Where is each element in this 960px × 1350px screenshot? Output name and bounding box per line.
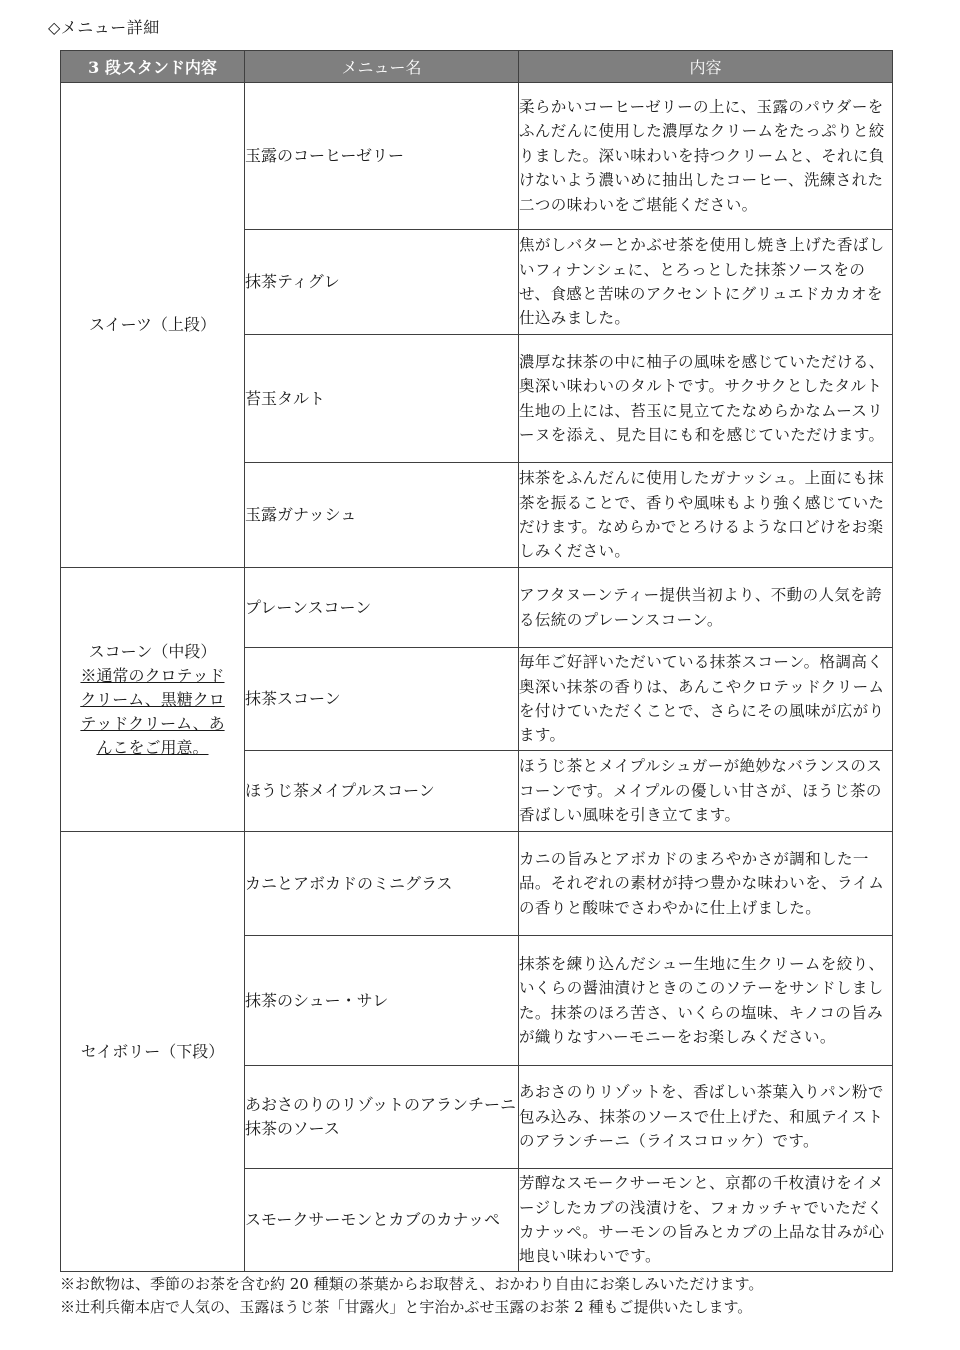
menu-item-name: 玉露のコーヒーゼリー (245, 83, 519, 230)
menu-item-name: 苔玉タルト (245, 335, 519, 463)
menu-item-desc: 芳醇なスモークサーモンと、京都の千枚漬けをイメージしたカブの浅漬けを、フォカッチャでいただくカナッペ。サーモンの旨みとカブの上品な甘みが心地良い味わいです。 (519, 1169, 893, 1272)
section-label: スイーツ（上段） (88, 315, 217, 334)
menu-item-desc: アフタヌーンティー提供当初より、不動の人気を誇る伝統のプレーンスコーン。 (519, 568, 893, 648)
menu-item-desc: ほうじ茶とメイプルシュガーが絶妙なバランスのスコーンです。メイプルの優しい甘さが、ほうじ茶の香ばしい風味を引き立てます。 (519, 751, 893, 832)
menu-item-name: あおさのりのリゾットのアランチーニ 抹茶のソース (245, 1066, 519, 1169)
section-sweets (61, 83, 245, 568)
menu-item-name: プレーンスコーン (245, 568, 519, 648)
menu-item-name: 抹茶ティグレ (245, 230, 519, 335)
section-note: ※通常のクロテッドクリーム、黒糖クロテッドクリーム、あんこをご用意。 (80, 665, 225, 757)
menu-item-desc: 柔らかいコーヒーゼリーの上に、玉露のパウダーをふんだんに使用した濃厚なクリームをたっぷりと絞りました。深い味わいを持つクリームと、それに負けないよう濃いめに抽出したコーヒー、洗練された二つの味わいをご堪能ください。 (519, 83, 893, 230)
menu-item-name: 抹茶のシュー・サレ (245, 936, 519, 1066)
table-header-row (61, 51, 893, 83)
menu-item-desc: あおさのりリゾットを、香ばしい茶葉入りパン粉で包み込み、抹茶のソースで仕上げた、和風テイストのアランチーニ（ライスコロッケ）です。 (519, 1066, 893, 1169)
menu-item-name: 玉露ガナッシュ (245, 463, 519, 568)
section-scones (61, 568, 245, 832)
table-row (61, 83, 893, 230)
menu-item-name: ほうじ茶メイプルスコーン (245, 751, 519, 832)
section-savory (61, 832, 245, 1272)
section-label: セイボリー（下段） (80, 1041, 225, 1061)
footnote-drinks: ※お飲物は、季節のお茶を含む約 20 種類の茶葉からお取替え、おかわり自由にお楽しみいただけます。 (60, 1275, 764, 1293)
menu-item-desc: 抹茶をふんだんに使用したガナッシュ。上面にも抹茶を振ることで、香りや風味もより強く感じていただけます。なめらかでとろけるような口どけをお楽しみください。 (519, 463, 893, 568)
section-label: スコーン（中段） (88, 641, 217, 661)
table-row (61, 832, 893, 936)
footnotes (60, 1273, 940, 1319)
header-menu-name: メニュー名 (245, 51, 519, 83)
menu-item-desc: 焦がしバターとかぶせ茶を使用し焼き上げた香ばしいフィナンシェに、とろっとした抹茶ソースをのせ、食感と苦味のアクセントにグリュエドカカオを仕込みました。 (519, 230, 893, 335)
menu-item-name: 抹茶スコーン (245, 648, 519, 751)
menu-table (60, 50, 893, 1272)
menu-item-name: スモークサーモンとカブのカナッペ (245, 1169, 519, 1272)
menu-item-desc: 濃厚な抹茶の中に柚子の風味を感じていただける、奥深い味わいのタルトです。サクサクとしたタルト生地の上には、苔玉に見立てたなめらかなムースリーヌを添え、見た目にも和を感じていただけます。 (519, 335, 893, 463)
table-row (61, 568, 893, 648)
menu-item-desc: カニの旨みとアボカドのまろやかさが調和した一品。それぞれの素材が持つ豊かな味わいを、ライムの香りと酸味でさわやかに仕上げました。 (519, 832, 893, 936)
footnote-special-tea: ※辻利兵衛本店で人気の、玉露ほうじ茶「甘露火」と宇治かぶせ玉露のお茶 2 種もご提供いたします。 (60, 1298, 753, 1316)
page-heading: ◇メニュー詳細 (48, 18, 160, 37)
header-stand-contents: 3 段スタンド内容 (61, 51, 245, 83)
menu-item-desc: 毎年ご好評いただいている抹茶スコーン。格調高く奥深い抹茶の香りは、あんこやクロテッドクリームを付けていただくことで、さらにその風味が広がります。 (519, 648, 893, 751)
header-description: 内容 (519, 51, 893, 83)
menu-item-desc: 抹茶を練り込んだシュー生地に生クリームを絞り、いくらの醤油漬けときのこのソテーをサンドしました。抹茶のほろ苦さ、いくらの塩味、キノコの旨みが織りなすハーモニーをお楽しみください。 (519, 936, 893, 1066)
menu-item-name: カニとアボカドのミニグラス (245, 832, 519, 936)
